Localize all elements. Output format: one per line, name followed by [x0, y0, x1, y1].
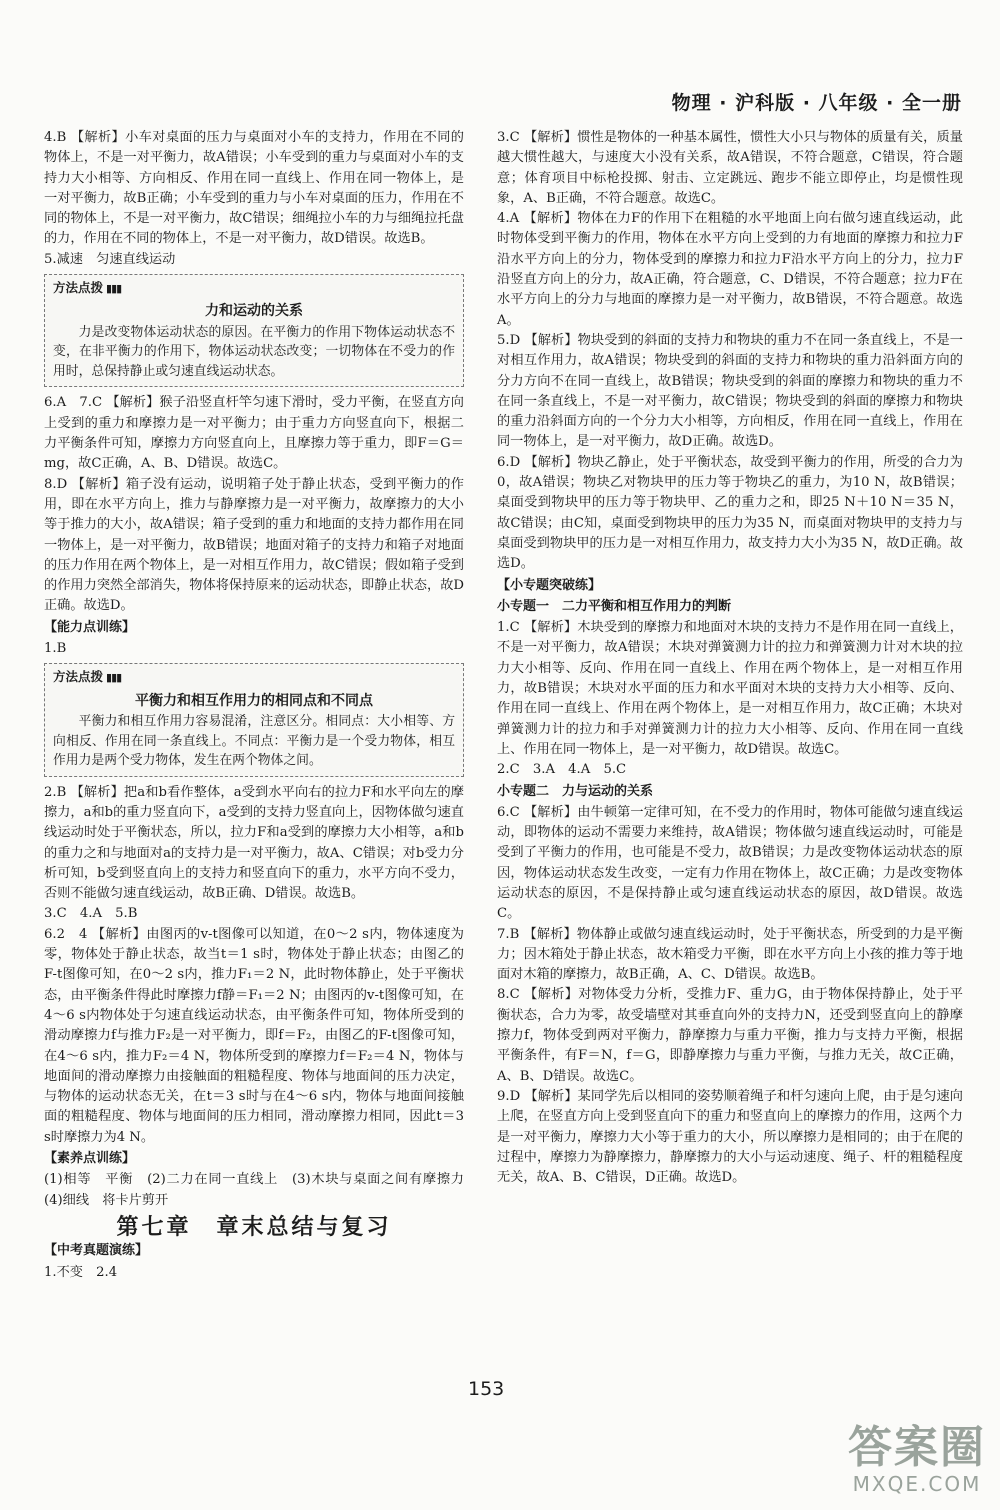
- answer-topic1-2-5: 2.C 3.A 4.A 5.C: [497, 762, 627, 778]
- topic-one-title: 小专题一 二力平衡和相互作用力的判断: [497, 598, 732, 614]
- chapter-title: 第七章 章末总结与复习: [116, 1213, 392, 1240]
- answer-6-7: 6.A 7.C 【解析】猴子沿竖直杆竿匀速下滑时，受力平衡，在竖直方向上受到的重力和摩擦力是一对平衡力；由于重力方向竖直向下，根据二力平衡条件可知，摩擦力方向竖直向上，且摩擦力等于重力，即F＝G＝mg，故C正确，A、B、D错误。故选C。: [44, 395, 464, 472]
- method-tip-box: [44, 663, 464, 776]
- answer-exam-3: 3.C 【解析】惯性是物体的一种基本属性，惯性大小只与物体的质量有关，质量越大惯性越大，与速度大小没有关系，故A错误，不符合题意，C错误，符合题意；体育项目中标枪投掷、射击、立定跳远、跑步不能立即停止，均是惯性现象，A、B正确，不符合题意。故选C。: [497, 130, 963, 206]
- section-ability: 【能力点训练】: [44, 619, 136, 635]
- answer-topic2-9: 9.D 【解析】某同学先后以相同的姿势顺着绳子和杆匀速向上爬，由于是匀速向上爬，在竖直方向上受到竖直向下的重力和竖直向上的摩擦力的作用，这两个力是一对平衡力，摩擦力大小等于重力的大小，所以摩擦力是相同的；由于在爬的过程中，摩擦力为静摩擦力，静摩擦力的大小与运动速度、绳子、杆的粗糙程度无关，故A、B、C错误，D正确。故选D。: [497, 1088, 963, 1186]
- answer-literacy: (1)相等 平衡 (2)二力在同一直线上 (3)木块与桌面之间有摩擦力 (4)细线 将卡片剪开: [44, 1172, 478, 1208]
- method-tip-text: 平衡力和相互作用力容易混淆，注意区分。相同点：大小相等、方向相反、作用在同一条直线上。不同点：平衡力是一个受力物体，相互作用力是两个受力物体，发生在两个物体之间。: [53, 713, 455, 769]
- section-exam: 【中考真题演练】: [44, 1243, 149, 1259]
- answer-ability-3-5: 3.C 4.A 5.B: [44, 906, 138, 922]
- answer-ability-6: 6.2 4 【解析】由图丙的v-t图像可以知道，在0～2 s内，物体速度为零，物体处于静止状态，故当t＝1 s时，物体处于静止状态；由图乙的F-t图像可知，在0～2 s内，推力F₁＝2 N，此时物体静止，处于平衡状态，由平衡条件得此时摩擦力f静＝F₁＝2 N；由图丙的v-t图像可知，在4～6 s内物体处于匀速直线运动状态，由平衡条件可知，物体所受到的滑动摩擦力f与推力F₂是一对平衡力，即f＝F₂，由图乙的F-t图像可知，在4～6 s内，推力F₂＝4 N，物体所受到的摩擦力f＝F₂＝4 N，物体与地面间的滑动摩擦力由接触面的粗糙程度、物体与地面间的压力决定，与物体的运动状态无关，在t＝3 s时与在4～6 s内，物体与地面间接触面的粗糙程度、物体与地面间的压力相同，滑动摩擦力相同，因此t＝3 s时摩擦力为4 N。: [44, 926, 464, 1145]
- method-tip-title: 力和运动的关系: [205, 303, 303, 320]
- answer-topic2-7: 7.B 【解析】物体静止或做匀速直线运动时，处于平衡状态，所受到的力是平衡力；因木箱处于静止状态，故木箱受力平衡，即在水平方向上小孩的推力等于地面对木箱的摩擦力，故B正确，A、C、D错误。故选B。: [497, 926, 963, 983]
- answer-8: 8.D 【解析】箱子没有运动，说明箱子处于静止状态，受到平衡力的作用，即在水平方向上，推力与静摩擦力是一对平衡力，故摩擦力的大小等于推力的大小，故A错误；箱子受到的重力和地面的支持力都作用在同一物体上，是一对平衡力，故B错误；地面对箱子的支持力和箱子对地面的压力作用在两个物体上，是一对相互作用力，故C错误；假如箱子受到的作用力突然全部消失，物体将保持原来的运动状态，即静止状态，故D正确。故选D。: [44, 476, 464, 614]
- method-tip-title: 平衡力和相互作用力的相同点和不同点: [135, 692, 373, 709]
- method-tip-tag: [53, 278, 121, 299]
- answer-4: 4.B 【解析】小车对桌面的压力与桌面对小车的支持力，作用在不同的物体上，不是一对平衡力，故A错误；小车受到的重力与桌面对小车的支持力大小相等、方向相反、作用在同一直线上、作用在同一物体上，是一对平衡力，故B正确；小车受到的重力与小车对桌面的压力，作用在不同的物体上，不是一对平衡力，故C错误；细绳拉小车的力与细绳拉托盘的力，作用在不同的物体上，不是一对平衡力，故D错误。故选B。: [44, 130, 464, 247]
- page-number: 153: [468, 1378, 505, 1400]
- answer-5: 5.减速 匀速直线运动: [44, 251, 176, 267]
- page-header: 物理 · 沪科版 · 八年级 · 全一册: [671, 92, 962, 114]
- method-tip-label: 方法点拨: [53, 669, 104, 685]
- method-tip-box: [44, 274, 464, 387]
- answer-topic1-1: 1.C 【解析】木块受到的摩擦力和地面对木块的支持力不是作用在同一直线上，不是一对平衡力，故A错误；木块对弹簧测力计的拉力和弹簧测力计对木块的拉力大小相等、反向、作用在同一直线上、作用在两个物体上，是一对相互作用力，故B错误；木块对水平面的压力和水平面对木块的支持力大小相等、反向、作用在同一直线上、作用在两个物体上，是一对相互作用力，故C正确；木块对弹簧测力计的拉力和手对弹簧测力计的拉力大小相等、反向、作用在同一直线上、作用在同一物体上，是一对平衡力，故D错误。故选C。: [497, 620, 963, 757]
- answer-topic2-6: 6.C 【解析】由牛顿第一定律可知，在不受力的作用时，物体可能做匀速直线运动，即物体的运动不需要力来维持，故A错误；物体做匀速直线运动时，可能是受到了平衡力的作用，也可能是不受力，故B错误；力是改变物体运动状态的原因，物体运动状态发生改变，一定有力作用在物体上，故C正确；力是改变物体运动状态的原因，不是保持静止或匀速直线运动状态的原因，故D错误。故选C。: [497, 804, 963, 922]
- answer-exam-1-2: 1.不变 2.4: [44, 1264, 118, 1280]
- watermark-logo-text: 答案圈: [848, 1422, 986, 1473]
- section-literacy: 【素养点训练】: [44, 1151, 136, 1167]
- section-topic-practice: 【小专题突破练】: [497, 577, 602, 593]
- site-watermark: [848, 1424, 986, 1496]
- method-tip-label: 方法点拨: [53, 280, 104, 296]
- answer-exam-4: 4.A 【解析】物体在力F的作用下在粗糙的水平地面上向右做匀速直线运动，此时物体受到平衡力的作用，物体在水平方向上受到的力有地面的摩擦力和拉力F沿水平方向上的分力，物体受到的摩擦力和拉力F沿水平方向上的分力，拉力F沿竖直方向上的分力，故A正确，符合题意，C、D错误，不符合题意；拉力F在水平方向上的分力与地面的摩擦力是一对平衡力，故B错误，不符合题意。故选A。: [497, 211, 963, 328]
- answer-exam-5: 5.D 【解析】物块受到的斜面的支持力和物块的重力不在同一条直线上，不是一对相互作用力，故A错误；物块受到的斜面的支持力和物块的重力沿斜面方向的分力方向不在同一直线上，故B错误；物块受到的斜面的摩擦力和物块的重力不在同一条直线上，不是一对平衡力，故C错误；物块受到的斜面的摩擦力和物块的重力沿斜面方向的一个分力大小相等，方向相反，作用在同一直线上，作用在同一物体上，是一对平衡力，故D正确。故选D。: [497, 332, 963, 450]
- right-column: [497, 128, 963, 1188]
- method-tip-tag: [53, 667, 121, 688]
- topic-two-title: 小专题二 力与运动的关系: [497, 783, 654, 799]
- tip-bars-icon: ▮▮▮: [106, 671, 122, 685]
- answer-ability-1: 1.B: [44, 641, 67, 657]
- answer-topic2-8: 8.C 【解析】对物体受力分析，受推力F、重力G，由于物体保持静止，处于平衡状态，合力为零，故受墙壁对其垂直向外的支持力N，还受到竖直向上的静摩擦力f，物体受到两对平衡力，静摩擦力与重力平衡，推力与支持力平衡，根据平衡条件，有F＝N，f＝G，即静摩擦力与重力平衡，与推力无关，故C正确，A、B、D错误。故选C。: [497, 987, 963, 1084]
- method-tip-text: 力是改变物体运动状态的原因。在平衡力的作用下物体运动状态不变，在非平衡力的作用下，物体运动状态改变；一切物体在不受力的作用时，总保持静止或匀速直线运动状态。: [53, 324, 455, 379]
- answer-exam-6: 6.D 【解析】物块乙静止，处于平衡状态，故受到平衡力的作用，所受的合力为0，故A错误；物块乙对物块甲的压力等于物块乙的重力，为10 N，故B错误；桌面受到物块甲的压力等于物块甲、乙的重力之和，即25 N＋10 N＝35 N，故C错误；由C知，桌面受到物块甲的压力为35 N，而桌面对物块甲的支持力与桌面受到物块甲的压力是一对相互作用力，故支持力大小为35 N，故D正确。故选D。: [497, 454, 963, 572]
- answer-ability-2: 2.B 【解析】把a和b看作整体，a受到水平向右的拉力F和水平向左的摩擦力，a和b的重力竖直向下，a受到的支持力竖直向上，因物体做匀速直线运动时处于平衡状态，所以，拉力F和a受到的摩擦力大小相等，a和b的重力之和与地面对a的支持力是一对平衡力，故A、C错误；对b受力分析可知，b受到竖直向上的支持力和竖直向下的重力，水平方向不受力，否则不能做匀速直线运动，故B正确、D错误。故选B。: [44, 784, 464, 902]
- watermark-url: MXQE.COM: [852, 1472, 982, 1496]
- left-column: [44, 128, 478, 1283]
- tip-bars-icon: ▮▮▮: [106, 282, 122, 296]
